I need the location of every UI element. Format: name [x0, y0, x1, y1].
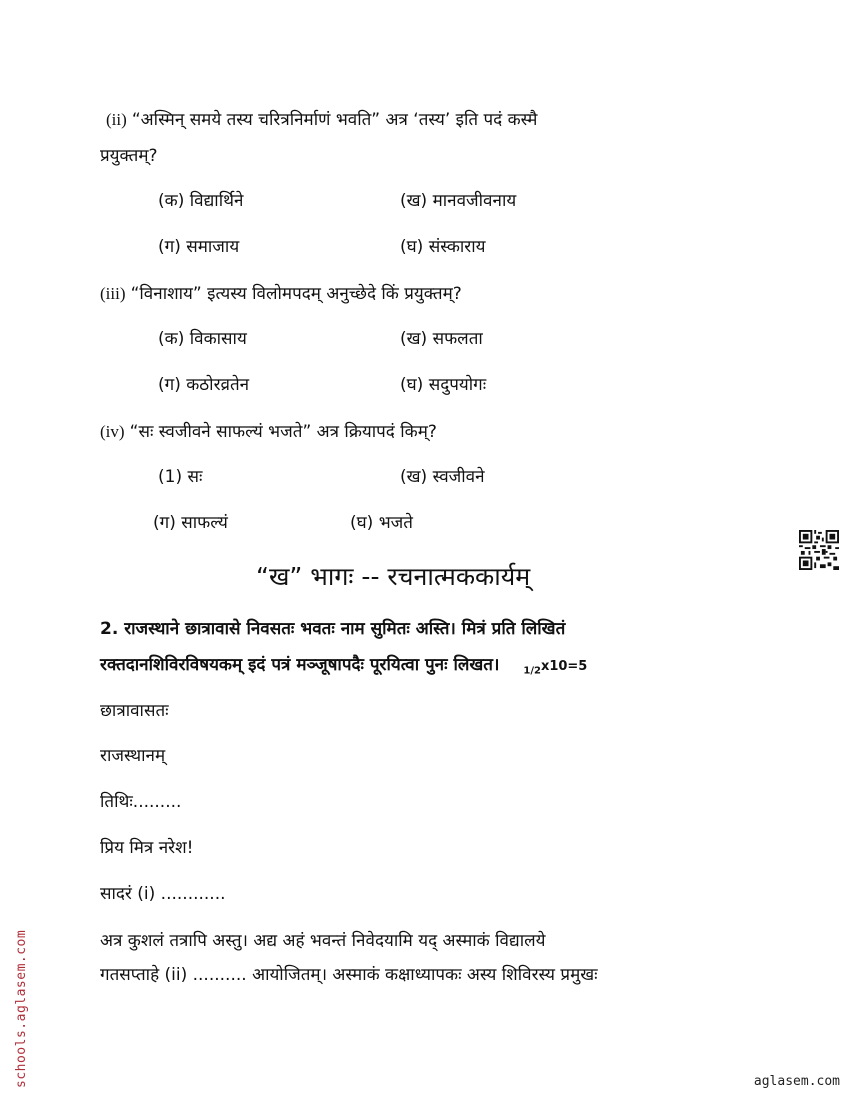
- side-watermark: schools.aglasem.com: [14, 929, 29, 1088]
- option-c: [158, 234, 239, 257]
- option-text: सदुपयोगः: [428, 375, 487, 395]
- option-text: कठोरव्रतेन: [186, 375, 250, 395]
- option-text: साफल्यं: [181, 513, 228, 533]
- question-number: (iv): [100, 422, 125, 441]
- letter-greeting: सादरं (i) ............: [100, 884, 226, 904]
- question-2-text-cont: [100, 652, 587, 677]
- option-text: विकासाय: [189, 329, 247, 349]
- option-text: मानवजीवनाय: [432, 191, 517, 211]
- option-text: सः: [187, 467, 203, 487]
- option-text: स्वजीवने: [432, 467, 485, 487]
- option-d: [350, 510, 413, 533]
- question-text: “अस्मिन् समये तस्य चरित्रनिर्माणं भवति” अत्र ‘तस्य’ इति पदं कस्मै: [131, 110, 538, 130]
- option-b: [400, 326, 483, 349]
- letter-body-line1: अत्र कुशलं तत्रापि अस्तु। अद्य अहं भवन्तं निवेदयामि यद् अस्माकं विद्यालये: [100, 931, 546, 951]
- option-label: (क): [158, 329, 185, 349]
- question-ii: [106, 107, 537, 130]
- option-label: (ख): [400, 329, 428, 349]
- question-iv: [100, 419, 437, 442]
- letter-date: तिथिः.........: [100, 792, 182, 812]
- question-2-line: रक्तदानशिविरविषयकम् इदं पत्रं मञ्जूषापदैः पूरयित्वा पुनः लिखत।: [100, 655, 500, 675]
- letter-salutation: प्रिय मित्र नरेश!: [100, 838, 194, 858]
- option-a: [158, 464, 202, 487]
- option-text: विद्यार्थिने: [189, 191, 244, 211]
- footer-watermark: aglasem.com: [753, 1074, 840, 1089]
- option-label: (घ): [350, 513, 374, 533]
- option-c: [158, 372, 249, 395]
- marks: [523, 659, 588, 677]
- question-text-cont: प्रयुक्तम्?: [100, 146, 158, 166]
- question-number: (iii): [100, 284, 126, 303]
- letter-address-line1: छात्रावासतः: [100, 701, 169, 721]
- option-label: (ग): [153, 513, 176, 533]
- option-text: संस्काराय: [428, 237, 486, 257]
- option-label: (क): [158, 191, 185, 211]
- marks-fraction: 1/2: [523, 665, 541, 677]
- option-label: (घ): [400, 237, 424, 257]
- option-c: [153, 510, 228, 533]
- option-d: [400, 234, 486, 257]
- question-iii: [100, 281, 462, 304]
- question-2-text: 2. राजस्थाने छात्रावासे निवसतः भवतः नाम सुमितः अस्ति। मित्रं प्रति लिखितं: [100, 619, 566, 639]
- option-b: [400, 188, 516, 211]
- option-label: (घ): [400, 375, 424, 395]
- letter-body-line2: गतसप्ताहे (ii) .......... आयोजितम्। अस्माकं कक्षाध्यापकः अस्य शिविरस्य प्रमुखः: [100, 965, 598, 985]
- option-a: [158, 188, 243, 211]
- option-label: (ख): [400, 467, 428, 487]
- option-text: भजते: [378, 513, 413, 533]
- letter-address-line2: राजस्थानम्: [100, 746, 166, 766]
- option-label: (ग): [158, 237, 181, 257]
- question-number: (ii): [106, 110, 127, 129]
- option-text: सफलता: [432, 329, 483, 349]
- option-label: (ग): [158, 375, 181, 395]
- marks-total: x10=5: [540, 659, 588, 674]
- qr-code-icon: [799, 530, 839, 570]
- question-text: “सः स्वजीवने साफल्यं भजते” अत्र क्रियापदं किम्?: [129, 422, 437, 442]
- section-title: “ख” भागः -- रचनात्मककार्यम्: [256, 562, 531, 591]
- option-a: [158, 326, 247, 349]
- option-d: [400, 372, 486, 395]
- option-b: [400, 464, 485, 487]
- question-text: “विनाशाय” इत्यस्य विलोमपदम् अनुच्छेदे किं प्रयुक्तम्?: [130, 284, 462, 304]
- option-label: (1): [158, 467, 183, 487]
- option-text: समाजाय: [186, 237, 240, 257]
- option-label: (ख): [400, 191, 428, 211]
